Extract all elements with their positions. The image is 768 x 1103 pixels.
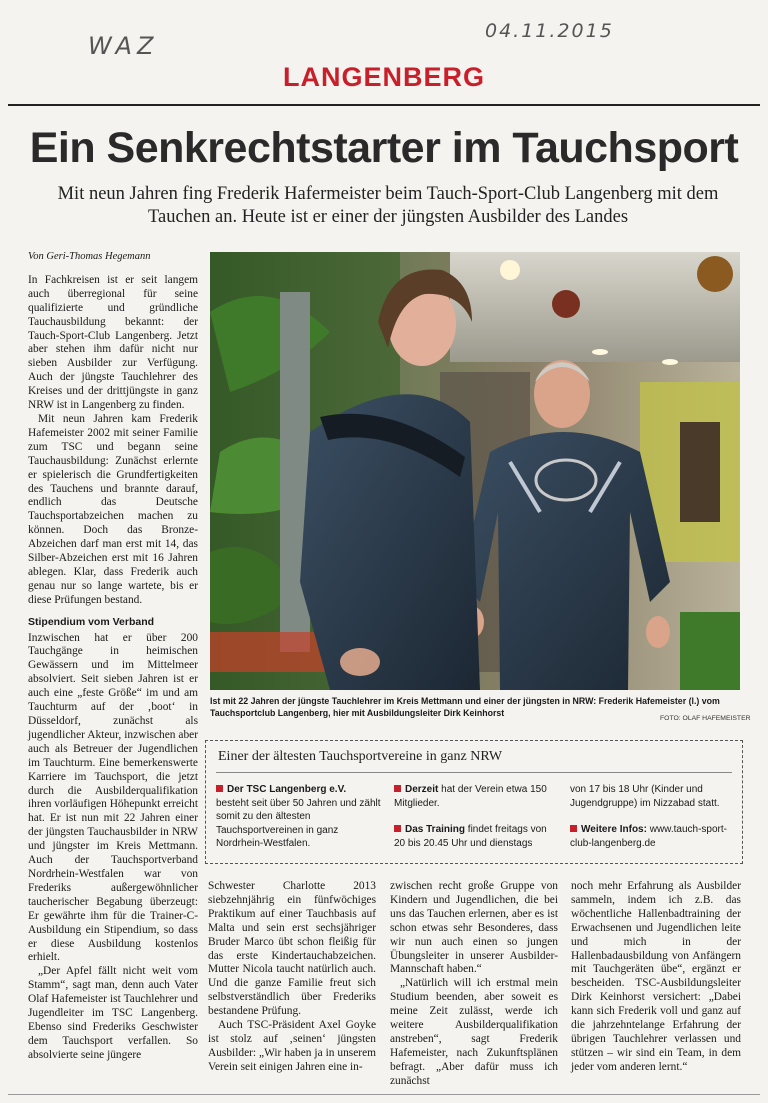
- info-item-text: besteht seit über 50 Jahren und zählt somit zu den ältesten Tauchsportvereinen in ganz Nordrhein-Westfalen.: [216, 797, 381, 849]
- photo-caption: Ist mit 22 Jahren der jüngste Tauchlehrer im Kreis Mettmann und einer der jüngsten in NRW: Frederik Hafemeister (l.) vom Tauchsportclub Langenberg, hier mit Ausbildungsleiter Dirk Keinhorst: [210, 696, 720, 718]
- article-column-3: [390, 880, 558, 1089]
- paragraph: In Fachkreisen ist er seit langem auch überregional für seine qualifizierte und gründliche Tauchausbildung bekannt: der Tauch-Sport-Club Langenberg. Jetzt aber stehen ihm dafür nicht nur sieben Ausbilder zur Verfügung. Auch der jüngste Tauchlehrer des Kreises und der drittjüngste in ganz NRW ist in Langenberg zu finden.: [28, 273, 198, 412]
- info-item: [570, 823, 735, 850]
- bullet-square-icon: [394, 825, 401, 832]
- info-box-divider: [216, 772, 732, 773]
- info-item: [394, 783, 554, 810]
- article-column-2: [208, 880, 376, 1075]
- article-column-1: [28, 250, 198, 1063]
- article-photo: [210, 252, 740, 690]
- info-item: [394, 823, 554, 850]
- info-box: [205, 740, 743, 864]
- paragraph: Inzwischen hat er über 200 Tauchgänge in heimischen Gewässern und im Mittelmeer absolviert. Seit sieben Jahren ist er auch eine „feste Größe“ im und am Tauchturm auf der ‚boot‘ in Düsseldorf, zunächst als jugendlicher Akteur, inzwischen aber auch als Betreuer der Jugendlichen im Tauchturm. Eine bemerkenswerte Karriere im Tauchsport, die jetzt durch die Ausbilderqualifikation ihren vorläufigen Höhepunkt erreicht hat. Er ist nun mit 22 Jahren einer der jüngsten Tauchausbilder in NRW und jüngster im Kreis Mettmann. Auch der Tauchsportverband Nordrhein-Westfalen war von Frederiks außergewöhnlicher taucherischer Begabung überzeugt: Er gewährte ihm für die Trainer-C-Ausbildung ein Stipendium, so dass er diese Ausbildung kostenlos erhielt.: [28, 631, 198, 964]
- info-item-lead: Derzeit: [405, 784, 439, 795]
- photo-credit: FOTO: OLAF HAFEMEISTER: [660, 715, 751, 722]
- paragraph: noch mehr Erfahrung als Ausbilder sammeln, indem ich z.B. das wöchentliche Hallenbadtraining der Erwachsenen und Jugendlichen leite und mich in der Hallenbadausbildung von Anfängern mit Tauchgeräten übe“, ergänzt er bescheiden. TSC-Ausbildungsleiter Dirk Keinhorst versichert: „Dabei kann sich Frederik voll und ganz auf die jahrzehntelange Erfahrung der übrigen Tauchlehrer verlassen und stützen – wir sind ein Team, in dem jeder vom anderen lernt.“: [571, 880, 741, 1073]
- handwritten-paper-name: WAZ: [88, 32, 159, 60]
- paragraph: „Der Apfel fällt nicht weit vom Stamm“, sagt man, denn auch Vater Olaf Hafemeister ist Tauchlehrer und Jugendleiter im TSC Langenberg. Ebenso sind Frederiks Geschwister dem Tauchsport verfallen. So absolvierte seine jüngere: [28, 965, 198, 1061]
- info-item-text: findet freitags von 20 bis 20.45 Uhr und dienstags: [394, 824, 547, 849]
- bullet-square-icon: [570, 825, 577, 832]
- info-item-lead: Das Training: [405, 824, 466, 835]
- top-rule: [8, 104, 760, 106]
- headline: Ein Senkrechtstarter im Tauchsport: [29, 124, 739, 172]
- info-box-title: Einer der ältesten Tauchsportvereine in ganz NRW: [218, 749, 503, 764]
- info-item-text: www.tauch-sport-club-langenberg.de: [570, 824, 727, 849]
- bullet-square-icon: [394, 785, 401, 792]
- section-title: LANGENBERG: [282, 62, 485, 92]
- info-item-text: von 17 bis 18 Uhr (Kinder und Jugendgruppe) im Nizzabad statt.: [570, 784, 720, 809]
- handwritten-date: 04.11.2015: [485, 20, 614, 42]
- info-item-lead: Der TSC Langenberg e.V.: [227, 784, 347, 795]
- info-item-text: hat der Verein etwa 150 Mitglieder.: [394, 784, 547, 809]
- subheading: Stipendium vom Verband: [28, 615, 155, 628]
- info-item: [570, 783, 735, 810]
- paragraph: Auch TSC-Präsident Axel Goyke ist stolz auf ‚seinen‘ jüngsten Ausbilder: „Wir haben ja in unserem Verein seit einigen Jahren eine in-: [208, 1019, 376, 1073]
- subheadline: Mit neun Jahren fing Frederik Hafermeister beim Tauch-Sport-Club Langenberg mit dem Tauchen an. Heute ist er einer der jüngsten Ausbilder des Landes: [57, 184, 719, 227]
- photo-illustration: [210, 252, 740, 690]
- info-item: [216, 783, 381, 851]
- paragraph: „Natürlich will ich erstmal mein Studium beenden, aber soweit es meine Zeit zulässt, werde ich weitere Ausbilderqualifikation anstreben“, sagt Frederik Hafemeister, nach Zukunftsplänen befragt. „Aber dafür muss ich zunächst: [390, 977, 558, 1087]
- bullet-square-icon: [216, 785, 223, 792]
- byline: Von Geri-Thomas Hegemann: [28, 251, 151, 262]
- paragraph: Schwester Charlotte 2013 siebzehnjährig ein fünfwöchiges Praktikum auf einer Tauchbasis auf Malta und sein erst sechsjähriger Bruder Marco übt schon fleißig für das erste Kindertauchabzeichen. Mutter Nicola taucht natürlich auch. Und die ganze Familie freut sich selbstverständlich über Frederiks bestandene Prüfung.: [208, 880, 376, 1018]
- paragraph: zwischen recht große Gruppe von Kindern und Jugendlichen, die bei uns das Tauchen erlernen, aber es ist schon etwas sehr Besonderes, dass wir nun auch einen so jungen Übungsleiter in unserer Ausbilder-Mannschaft haben.“: [390, 880, 558, 976]
- bottom-rule: [8, 1094, 760, 1095]
- paragraph: Mit neun Jahren kam Frederik Hafemeister 2002 mit seiner Familie zum TSC und begann seine Tauchausbildung: Zunächst erlernte er spielerisch die Grundfertigkeiten des Tauchens und brannte darauf, endlich das Deutsche Tauchsportabzeichen machen zu können. Doch das Bronze-Abzeichen darf man erst mit 14, das Silber-Abzeichen erst mit 16 Jahren ablegen. Klar, dass Frederik auch genau nur so lange wartete, bis er diese Prüfungen bestand.: [28, 412, 198, 606]
- article-column-4: [571, 880, 741, 1075]
- info-item-lead: Weitere Infos:: [581, 824, 647, 835]
